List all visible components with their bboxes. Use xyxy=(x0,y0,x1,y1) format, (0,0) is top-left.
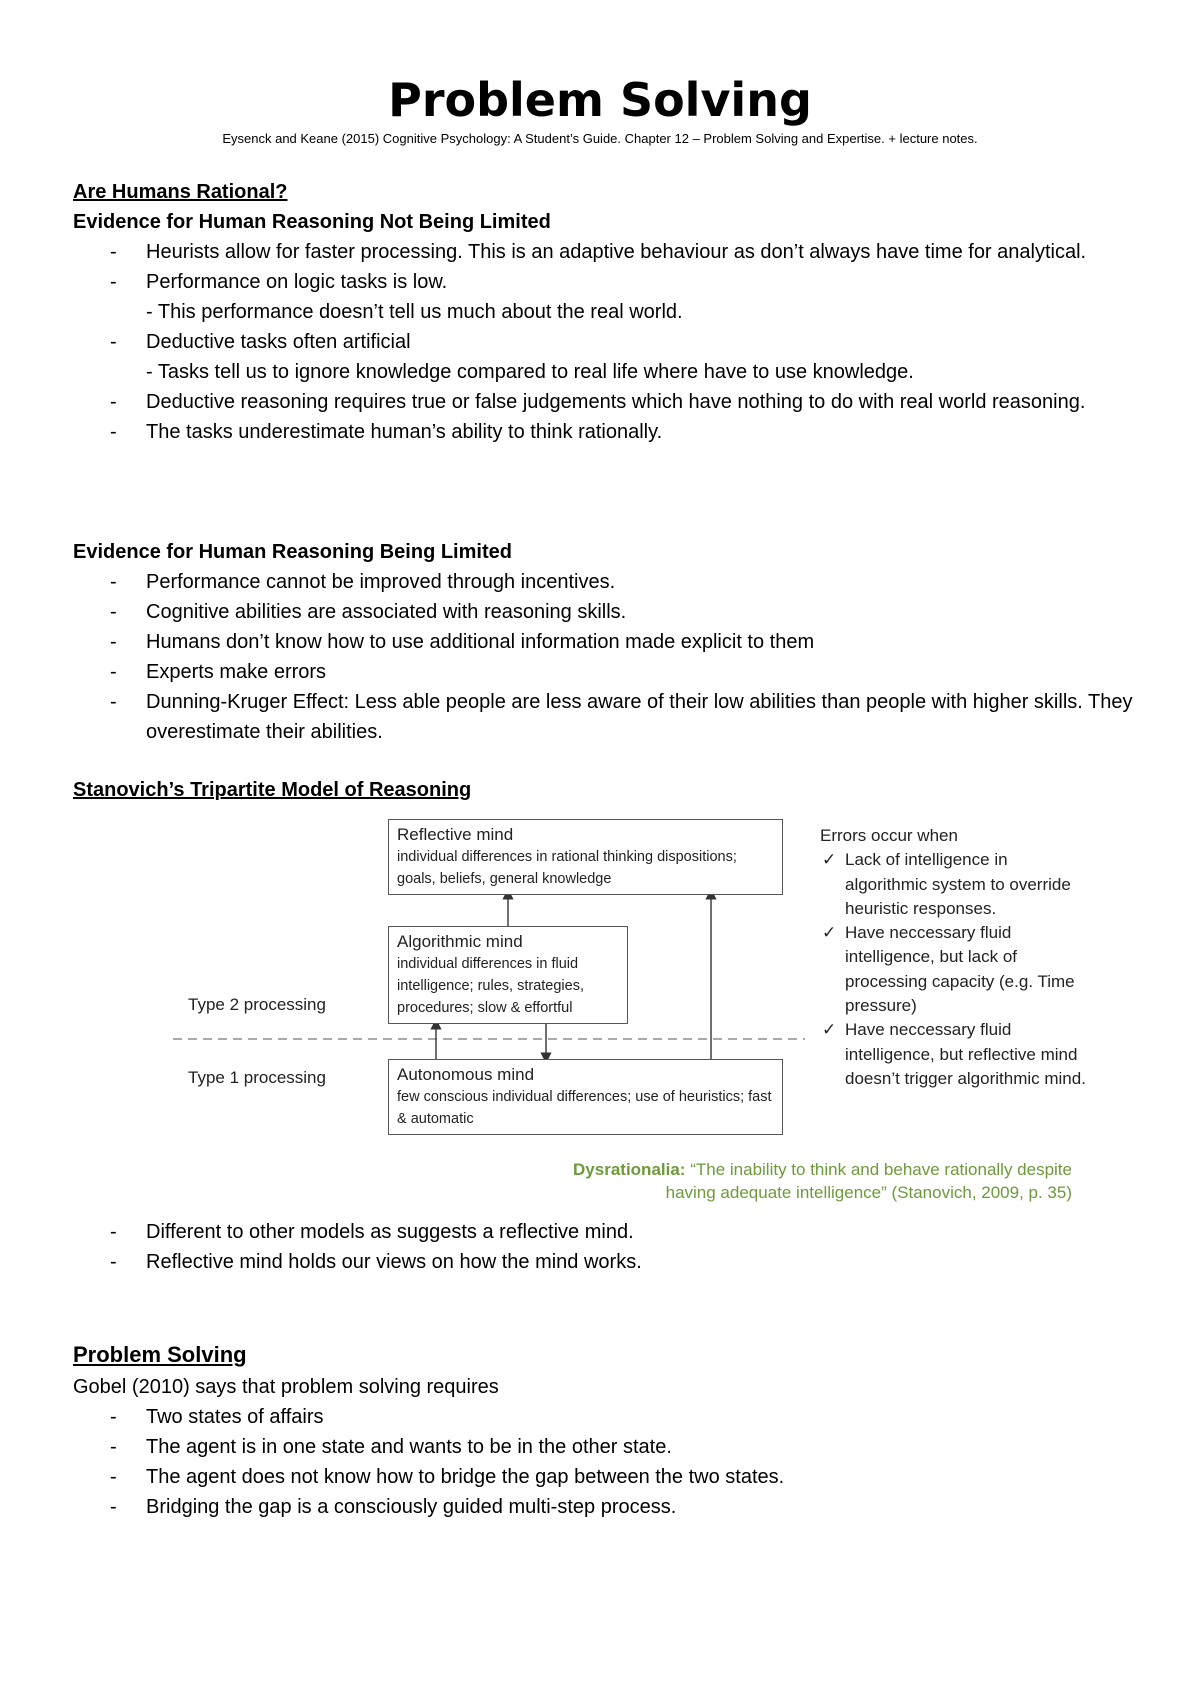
error-item: ✓ Have neccessary fluid intelligence, but lack of processing capacity (e.g. Time pressure) xyxy=(822,923,1075,1016)
page-citation: Eysenck and Keane (2015) Cognitive Psychology: A Student’s Guide. Chapter 12 – Problem Solving and Expertise. + lecture notes. xyxy=(222,131,978,146)
check-icon: ✓ xyxy=(822,923,837,943)
list-sub-item: - Tasks tell us to ignore knowledge compared to real life where have to use knowledge. xyxy=(146,361,914,383)
dysrationalia-line1: “The inability to think and behave rationally despite xyxy=(690,1160,1072,1179)
list-item: - Deductive tasks often artificial - Tasks tell us to ignore knowledge compared to real life where have to use knowledge. xyxy=(73,327,1153,387)
tripartite-diagram xyxy=(165,815,1085,1215)
check-icon: ✓ xyxy=(822,1020,837,1040)
error-item: ✓ Lack of intelligence in algorithmic system to override heuristic responses. xyxy=(822,850,1071,918)
list-item: - Humans don’t know how to use additional information made explicit to them xyxy=(73,627,1153,657)
list-limited xyxy=(73,567,1153,747)
reflective-mind-desc: individual differences in rational thinking dispositions; goals, beliefs, general knowledge xyxy=(397,849,737,887)
section-heading-problem-solving: Problem Solving xyxy=(73,1342,247,1367)
autonomous-mind-box xyxy=(388,1059,783,1135)
list-item: - The tasks underestimate human’s ability to think rationally. xyxy=(73,417,1153,447)
check-icon: ✓ xyxy=(822,850,837,870)
list-problem-solving xyxy=(73,1402,1153,1522)
algorithmic-mind-desc: individual differences in fluid intelligence; rules, strategies, procedures; slow & effortful xyxy=(397,956,584,1016)
autonomous-mind-title: Autonomous mind xyxy=(397,1065,535,1084)
type2-label: Type 2 processing xyxy=(188,995,326,1014)
page-title: Problem Solving xyxy=(388,73,812,127)
dysrationalia-note xyxy=(472,1158,1072,1204)
dysrationalia-label: Dysrationalia: xyxy=(573,1160,686,1179)
type1-label: Type 1 processing xyxy=(188,1068,326,1087)
list-item: - Bridging the gap is a consciously guided multi-step process. xyxy=(73,1492,1153,1522)
problem-solving-intro: Gobel (2010) says that problem solving requires xyxy=(73,1376,499,1398)
reflective-mind-title: Reflective mind xyxy=(397,825,514,844)
list-tripartite xyxy=(73,1217,1153,1277)
list-item: - Dunning-Kruger Effect: Less able people are less aware of their low abilities than people with higher skills. They overestimate their abilities. xyxy=(73,687,1153,747)
algorithmic-mind-title: Algorithmic mind xyxy=(397,932,523,951)
section-heading-rational: Are Humans Rational? xyxy=(73,181,288,203)
error-item: ✓ Have neccessary fluid intelligence, but reflective mind doesn’t trigger algorithmic mind. xyxy=(822,1020,1086,1088)
list-item: - The agent does not know how to bridge the gap between the two states. xyxy=(73,1462,1153,1492)
list-sub-item: - This performance doesn’t tell us much about the real world. xyxy=(146,301,683,323)
list-item: - Reflective mind holds our views on how the mind works. xyxy=(73,1247,1153,1277)
list-item: - Performance on logic tasks is low. - This performance doesn’t tell us much about the real world. xyxy=(73,267,1153,327)
list-item: - Deductive reasoning requires true or false judgements which have nothing to do with real world reasoning. xyxy=(73,387,1153,417)
subheading-limited: Evidence for Human Reasoning Being Limited xyxy=(73,541,512,563)
autonomous-mind-desc: few conscious individual differences; use of heuristics; fast & automatic xyxy=(397,1089,772,1127)
errors-list xyxy=(820,848,1090,1091)
list-item: - Cognitive abilities are associated with reasoning skills. xyxy=(73,597,1153,627)
list-item: - Heurists allow for faster processing. This is an adaptive behaviour as don’t always have time for analytical. xyxy=(73,237,1153,267)
subheading-not-limited: Evidence for Human Reasoning Not Being Limited xyxy=(73,211,551,233)
list-not-limited xyxy=(73,237,1153,447)
list-item: - Performance cannot be improved through incentives. xyxy=(73,567,1153,597)
reflective-mind-box xyxy=(388,819,783,895)
section-heading-tripartite: Stanovich’s Tripartite Model of Reasoning xyxy=(73,779,472,801)
dysrationalia-line2: having adequate intelligence” (Stanovich, 2009, p. 35) xyxy=(665,1183,1072,1202)
list-item: - Experts make errors xyxy=(73,657,1153,687)
list-item: - Different to other models as suggests a reflective mind. xyxy=(73,1217,1153,1247)
list-item: - The agent is in one state and wants to be in the other state. xyxy=(73,1432,1153,1462)
errors-title: Errors occur when xyxy=(820,826,958,845)
errors-panel xyxy=(820,824,1090,1091)
list-item: - Two states of affairs xyxy=(73,1402,1153,1432)
algorithmic-mind-box xyxy=(388,926,628,1024)
